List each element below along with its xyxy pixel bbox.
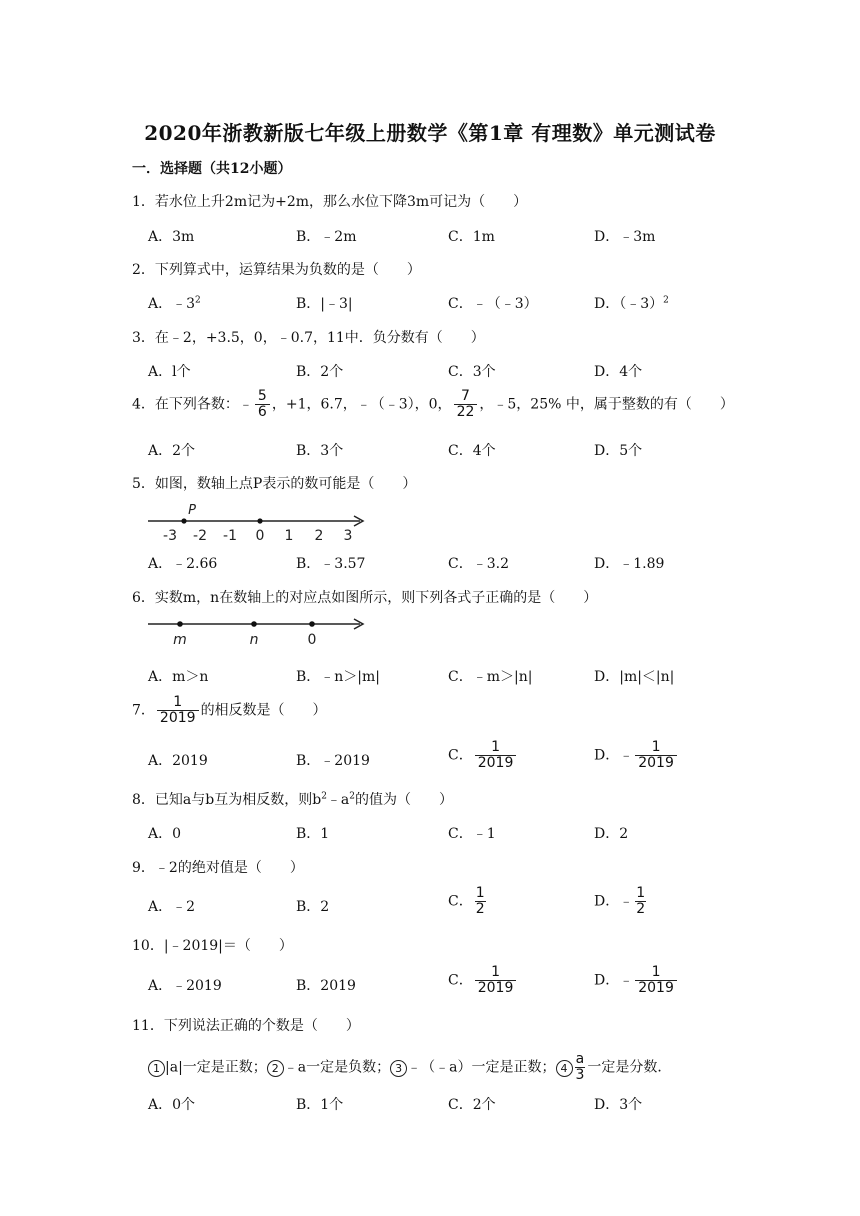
tick-label: -1 — [223, 528, 237, 544]
q8-option-d[interactable]: D．2 — [594, 826, 629, 842]
question-7: 7． $\frac{1}{2019}$ 的相反数是（ ） — [132, 694, 327, 726]
q3-option-c[interactable]: C．3个 — [448, 364, 496, 380]
q10-option-b[interactable]: B．2019 — [296, 978, 356, 994]
point-m — [177, 621, 183, 627]
q4-option-b[interactable]: B．3个 — [296, 443, 344, 459]
q5-option-c[interactable]: C．﹣3.2 — [448, 556, 509, 572]
tick-label: 2 — [314, 528, 324, 544]
q11-option-b[interactable]: B．1个 — [296, 1097, 344, 1113]
q7-option-d[interactable]: D．﹣ $\frac{1}{2019}$ — [594, 740, 679, 771]
tick-label: 0 — [255, 528, 265, 544]
q3-option-a[interactable]: A．l个 — [148, 364, 191, 380]
question-10: 10．|﹣2019|＝（ ） — [132, 938, 293, 954]
point-n — [251, 621, 257, 627]
question-11: 11．下列说法正确的个数是（ ） — [132, 1018, 360, 1034]
q11-option-a[interactable]: A．0个 — [148, 1097, 196, 1113]
q11-option-d[interactable]: D．3个 — [594, 1097, 643, 1113]
tick-label: -3 — [163, 528, 177, 544]
point-p — [181, 518, 186, 523]
q6-option-d[interactable]: D．|m|＜|n| — [594, 669, 675, 685]
q10-option-c[interactable]: C． $\frac{1}{2019}$ — [448, 965, 518, 996]
q7-option-b[interactable]: B．﹣2019 — [296, 753, 370, 769]
q8-option-b[interactable]: B．1 — [296, 826, 330, 842]
q5-option-b[interactable]: B．﹣3.57 — [296, 556, 366, 572]
question-8: 8．已知a与b互为相反数，则$b^2﹣a^2$的值为（ ） — [132, 791, 454, 808]
number-line-q5 — [148, 500, 370, 544]
question-1: 1．若水位上升2m记为+2m，那么水位下降3m可记为（ ） — [132, 194, 528, 210]
q9-option-a[interactable]: A．﹣2 — [148, 899, 196, 915]
q1-option-a[interactable]: A．3m — [148, 229, 195, 245]
page-title: 2020年浙教新版七年级上册数学《第1章 有理数》单元测试卷 — [144, 121, 716, 145]
q3-option-d[interactable]: D．4个 — [594, 364, 643, 380]
point-label: n — [249, 632, 259, 648]
fraction: $\frac{7}{22}$ — [454, 389, 478, 420]
q4-option-a[interactable]: A．2个 — [148, 443, 196, 459]
circled-number: 4 — [556, 1060, 573, 1077]
fraction: $\frac{1}{2019}$ — [635, 965, 677, 996]
q3-option-b[interactable]: B．2个 — [296, 364, 344, 380]
point-label: P — [188, 503, 196, 518]
circled-number: 1 — [148, 1060, 165, 1077]
fraction: $\frac{5}{6}$ — [255, 389, 270, 420]
q6-option-c[interactable]: C．﹣m＞|n| — [448, 669, 533, 685]
q9-option-b[interactable]: B．2 — [296, 899, 330, 915]
fraction: $\frac{1}{2019}$ — [475, 965, 517, 996]
fraction: $\frac{1}{2}$ — [636, 885, 646, 917]
circled-number: 3 — [390, 1060, 407, 1077]
q11-statements: 1 |a|一定是正数； 2 ﹣a一定是负数； 3 ﹣（﹣a）一定是正数； 4 $\frac{a}{3}$ 一定是分数． — [148, 1052, 671, 1083]
point-zero — [309, 621, 315, 627]
q2-option-a[interactable]: A．$﹣3^2$ — [148, 295, 201, 312]
tick-label: 1 — [284, 528, 294, 544]
question-5: 5．如图，数轴上点P表示的数可能是（ ） — [132, 476, 417, 492]
point-zero — [257, 518, 262, 523]
q11-option-c[interactable]: C．2个 — [448, 1097, 496, 1113]
number-line-q6 — [148, 612, 370, 652]
q9-option-c[interactable]: C． $\frac{1}{2}$ — [448, 885, 485, 917]
q10-option-a[interactable]: A．﹣2019 — [148, 978, 222, 994]
point-label: 0 — [307, 632, 317, 648]
question-9: 9．﹣2的绝对值是（ ） — [132, 860, 304, 876]
question-2: 2．下列算式中，运算结果为负数的是（ ） — [132, 262, 421, 278]
q6-option-a[interactable]: A．m＞n — [148, 669, 209, 685]
q2-option-b[interactable]: B．|﹣3| — [296, 296, 353, 312]
point-label: m — [173, 632, 187, 648]
q7-option-c[interactable]: C． $\frac{1}{2019}$ — [448, 740, 518, 771]
q7-option-a[interactable]: A．2019 — [148, 753, 208, 769]
tick-label: -2 — [193, 528, 207, 544]
q4-option-d[interactable]: D．5个 — [594, 443, 643, 459]
q2-option-d[interactable]: D．（﹣3）$^2$ — [594, 295, 669, 312]
question-4: 4．在下列各数：﹣ $\frac{5}{6}$ ，+1，6.7，﹣（﹣3），0， $\frac{7}{22}$ ，﹣5，25% 中，属于整数的有（ ） — [132, 388, 734, 420]
q8-option-c[interactable]: C．﹣1 — [448, 826, 496, 842]
q1-option-c[interactable]: C．1m — [448, 229, 495, 245]
q5-option-d[interactable]: D．﹣1.89 — [594, 556, 665, 572]
tick-label: 3 — [343, 528, 353, 544]
section-heading: 一．选择题（共12小题） — [132, 161, 292, 177]
fraction: $\frac{1}{2019}$ — [635, 740, 677, 771]
question-3: 3．在﹣2，+3.5，0，﹣0.7，11中．负分数有（ ） — [132, 330, 485, 346]
q5-option-a[interactable]: A．﹣2.66 — [148, 556, 218, 572]
question-6: 6．实数m，n在数轴上的对应点如图所示，则下列各式子正确的是（ ） — [132, 590, 598, 606]
fraction: $\frac{a}{3}$ — [575, 1051, 585, 1083]
q1-option-d[interactable]: D．﹣3m — [594, 229, 656, 245]
fraction: $\frac{1}{2019}$ — [475, 740, 517, 771]
q4-option-c[interactable]: C．4个 — [448, 443, 496, 459]
q10-option-d[interactable]: D．﹣ $\frac{1}{2019}$ — [594, 965, 679, 996]
q2-option-c[interactable]: C．﹣（﹣3） — [448, 296, 538, 312]
q6-option-b[interactable]: B．﹣n＞|m| — [296, 669, 381, 685]
q8-option-a[interactable]: A．0 — [148, 826, 182, 842]
q1-option-b[interactable]: B．﹣2m — [296, 229, 357, 245]
q9-option-d[interactable]: D．﹣ $\frac{1}{2}$ — [594, 885, 646, 917]
circled-number: 2 — [267, 1060, 284, 1077]
fraction: $\frac{1}{2019}$ — [157, 695, 199, 726]
fraction: $\frac{1}{2}$ — [475, 885, 485, 917]
